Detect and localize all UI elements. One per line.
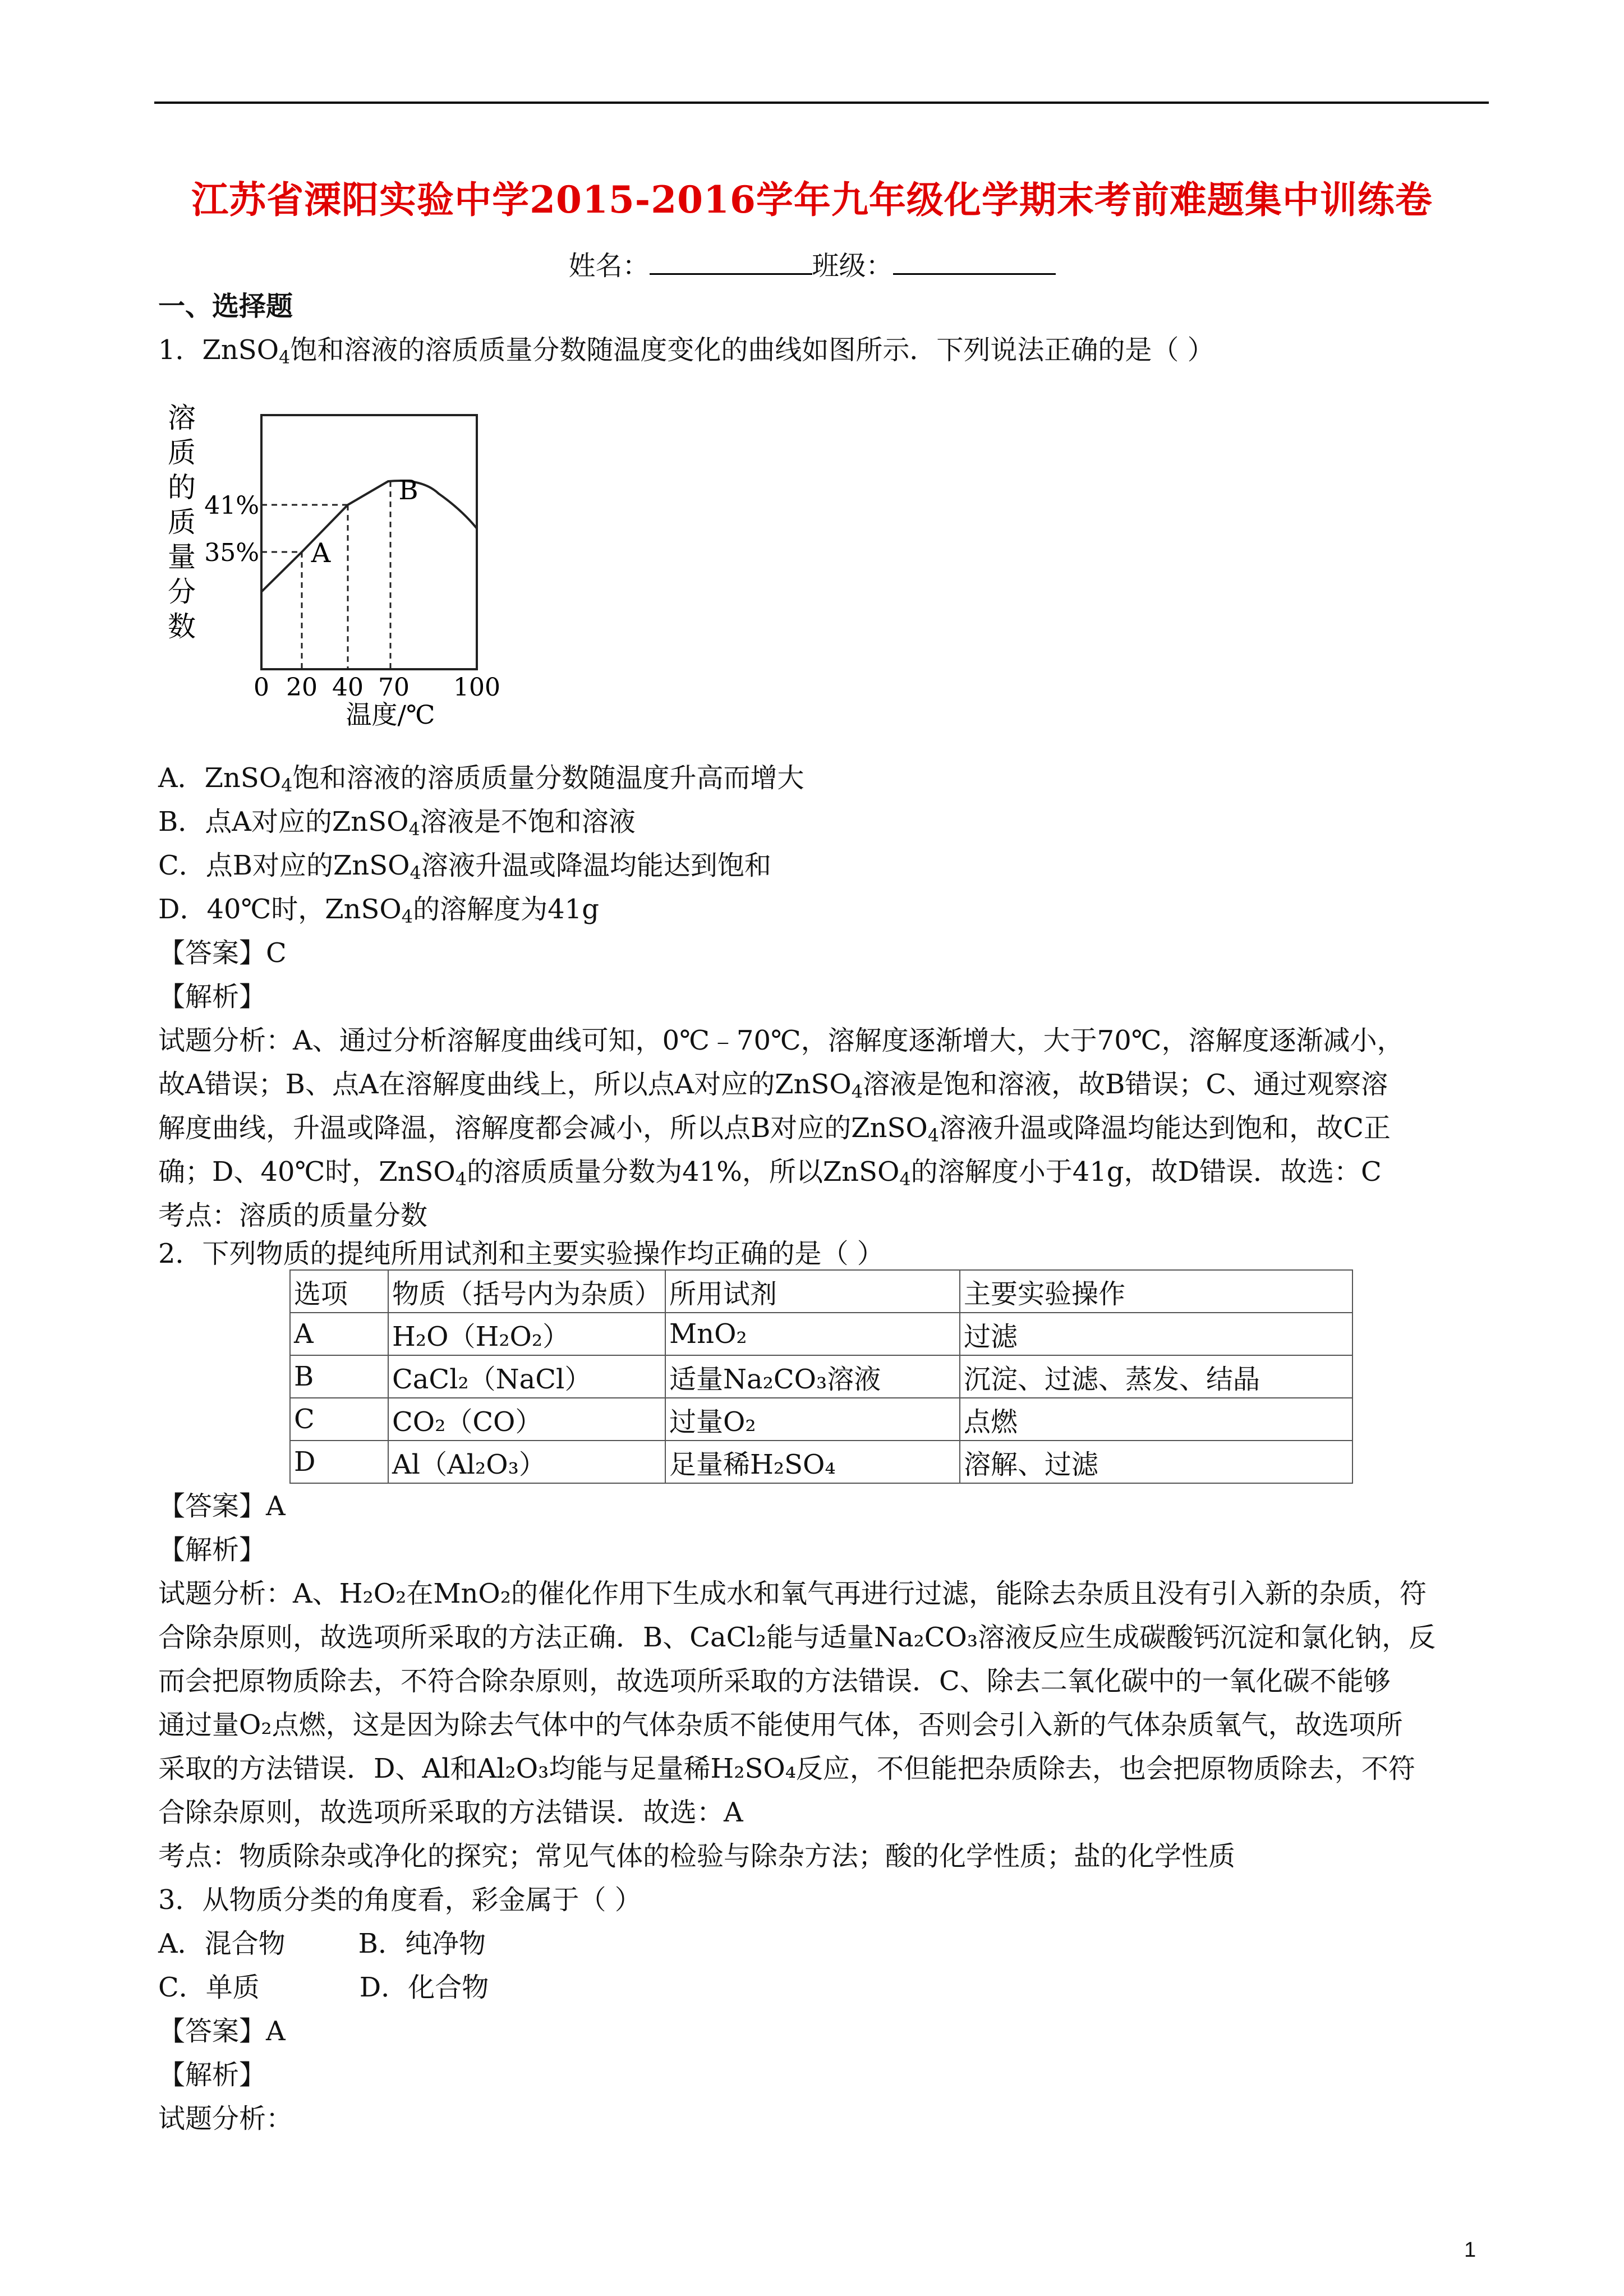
q2-analysis-line6: 合除杂原则，故选项所采取的方法错误．故选：A [158, 1797, 743, 1828]
name-class-row [0, 244, 1624, 288]
point-label-a: A [311, 537, 331, 569]
class-blank[interactable] [893, 249, 1056, 275]
table-header-cell: 主要实验操作 [960, 1270, 1352, 1313]
chart-ylabel [168, 402, 196, 643]
q1-analysis-label: 【解析】 [158, 981, 266, 1013]
q3-options-row1 [158, 1922, 486, 1966]
x-tick-label: 0 [254, 673, 269, 702]
q2-answer: 【答案】A [158, 1490, 286, 1522]
table-cell: 点燃 [960, 1398, 1352, 1441]
q1-analysis-line2: 故A错误；B、点A在溶解度曲线上，所以点A对应的ZnSO$_4$溶液是饱和溶液，故B错误；C、通过观察溶 [158, 1069, 1388, 1102]
q1-kaodian: 考点：溶质的质量分数 [158, 1200, 428, 1231]
q1-analysis-line3: 解度曲线，升温或降温，溶解度都会减小，所以点B对应的ZnSO$_4$溶液升温或降温均能达到饱和，故C正 [158, 1112, 1391, 1146]
class-label: 班级： [812, 250, 893, 282]
table-header-cell: 所用试剂 [665, 1270, 960, 1313]
page-number: 1 [1464, 2238, 1476, 2262]
chart-ylabel-char: 质 [168, 436, 196, 469]
q3-answer: 【答案】A [158, 2016, 286, 2047]
chart-ylabel-char: 量 [168, 541, 196, 573]
table-header-cell: 物质（括号内为杂质） [388, 1270, 665, 1313]
solubility-curve [261, 481, 477, 592]
table-cell: C [290, 1398, 388, 1441]
table-header-cell: 选项 [290, 1270, 388, 1313]
q1-option-c[interactable]: C．点B对应的ZnSO$_4$溶液升温或降温均能达到饱和 [158, 850, 771, 884]
q3-analysis-label: 【解析】 [158, 2059, 266, 2091]
table-row [290, 1355, 1352, 1398]
q1-analysis-line1: 试题分析：A、通过分析溶解度曲线可知，0℃﹣70℃，溶解度逐渐增大，大于70℃，溶解度逐渐减小， [158, 1025, 1404, 1056]
table-cell: 适量Na₂CO₃溶液 [665, 1355, 960, 1398]
x-tick-label: 70 [378, 673, 410, 702]
table-cell: A [290, 1313, 388, 1355]
q2-kaodian: 考点：物质除杂或净化的探究；常见气体的检验与除杂方法；酸的化学性质；盐的化学性质 [158, 1841, 1236, 1872]
page-title: 江苏省溧阳实验中学2015-2016学年九年级化学期末考前难题集中训练卷 [191, 178, 1433, 222]
chart-ylabel-char: 溶 [168, 402, 196, 434]
q3-option-c[interactable]: C．单质 [158, 1972, 260, 2003]
chart-guide-lines [261, 481, 390, 669]
q2-analysis-label: 【解析】 [158, 1534, 266, 1566]
table-cell: H₂O（H₂O₂） [388, 1313, 665, 1355]
table-cell: 溶解、过滤 [960, 1441, 1352, 1483]
table-row [290, 1313, 1352, 1355]
table-cell: 沉淀、过滤、蒸发、结晶 [960, 1355, 1352, 1398]
point-label-b: B [398, 475, 418, 506]
q1-analysis-line4: 确；D、40℃时，ZnSO$_4$的溶质质量分数为41%，所以ZnSO$_4$的溶解度小于41g，故D错误．故选：C [158, 1156, 1382, 1190]
q2-stem: 2．下列物质的提纯所用试剂和主要实验操作均正确的是（ ） [158, 1238, 884, 1269]
chart-point-labels [311, 475, 418, 569]
q3-option-b[interactable]: B．纯净物 [358, 1928, 486, 1959]
table-cell: 过滤 [960, 1313, 1352, 1355]
table-cell: B [290, 1355, 388, 1398]
name-label: 姓名： [568, 250, 650, 282]
table-cell: CaCl₂（NaCl） [388, 1355, 665, 1398]
q2-analysis-line5: 采取的方法错误．D、Al和Al₂O₃均能与足量稀H₂SO₄反应，不但能把杂质除去，也会把原物质除去，不符 [158, 1753, 1415, 1784]
chart-ylabel-char: 分 [168, 576, 196, 608]
name-blank[interactable] [650, 249, 812, 275]
q1-option-d[interactable]: D．40℃时，ZnSO$_4$的溶解度为41g [158, 894, 599, 927]
y-tick-label: 41% [204, 491, 259, 520]
q1-answer: 【答案】C [158, 937, 287, 969]
q1-option-a[interactable]: A．ZnSO$_4$饱和溶液的溶质质量分数随温度升高而增大 [158, 762, 804, 796]
q2-analysis-line2: 合除杂原则，故选项所采取的方法正确．B、CaCl₂能与适量Na₂CO₃溶液反应生成碳酸钙沉淀和氯化钠，反 [158, 1622, 1436, 1653]
q2-analysis-line1: 试题分析：A、H₂O₂在MnO₂的催化作用下生成水和氧气再进行过滤，能除去杂质且没有引入新的杂质，符 [158, 1578, 1427, 1609]
x-tick-label: 100 [453, 673, 500, 702]
table-row [290, 1441, 1352, 1483]
solubility-chart [158, 393, 517, 746]
chart-ylabel-char: 质 [168, 506, 196, 539]
q2-table [289, 1269, 1353, 1484]
section-heading: 一、选择题 [158, 291, 293, 322]
table-header-row [290, 1270, 1352, 1313]
chart-y-ticks [204, 491, 259, 567]
table-cell: CO₂（CO） [388, 1398, 665, 1441]
x-tick-label: 20 [286, 673, 318, 702]
q1-stem: 1．ZnSO$_4$饱和溶液的溶质质量分数随温度变化的曲线如图所示．下列说法正确的是（ ） [158, 334, 1214, 368]
x-tick-label: 40 [332, 673, 364, 702]
q1-stem-part2: 饱和溶液的溶质质量分数随温度变化的曲线如图所示．下列说法正确的是（ ） [290, 334, 1214, 366]
q3-option-a[interactable]: A．混合物 [158, 1928, 286, 1959]
q3-option-d[interactable]: D．化合物 [359, 1972, 489, 2003]
q1-stem-part1: 1．ZnSO [158, 334, 279, 366]
q2-analysis-line4: 通过量O₂点燃，这是因为除去气体中的气体杂质不能使用气体，否则会引入新的气体杂质氧气，故选项所 [158, 1709, 1403, 1741]
q1-option-b[interactable]: B．点A对应的ZnSO$_4$溶液是不饱和溶液 [158, 806, 636, 840]
table-cell: Al（Al₂O₃） [388, 1441, 665, 1483]
q2-analysis-line3: 而会把原物质除去，不符合除杂原则，故选项所采取的方法错误．C、除去二氧化碳中的一氧化碳不能够 [158, 1665, 1391, 1697]
y-tick-label: 35% [204, 539, 259, 567]
q3-options-row2 [158, 1966, 489, 2009]
table-cell: 足量稀H₂SO₄ [665, 1441, 960, 1483]
table-cell: 过量O₂ [665, 1398, 960, 1441]
chart-xlabel: 温度/℃ [346, 700, 435, 730]
q3-stem: 3．从物质分类的角度看，彩金属于（ ） [158, 1884, 642, 1916]
chart-ylabel-char: 的 [168, 471, 196, 504]
plot-frame [261, 415, 477, 669]
header-rule [154, 102, 1489, 104]
table-cell: MnO₂ [665, 1313, 960, 1355]
table-row [290, 1398, 1352, 1441]
table-cell: D [290, 1441, 388, 1483]
chart-ylabel-char: 数 [168, 610, 196, 643]
chart-x-ticks [254, 673, 500, 702]
q3-analysis-line1: 试题分析： [158, 2103, 293, 2134]
